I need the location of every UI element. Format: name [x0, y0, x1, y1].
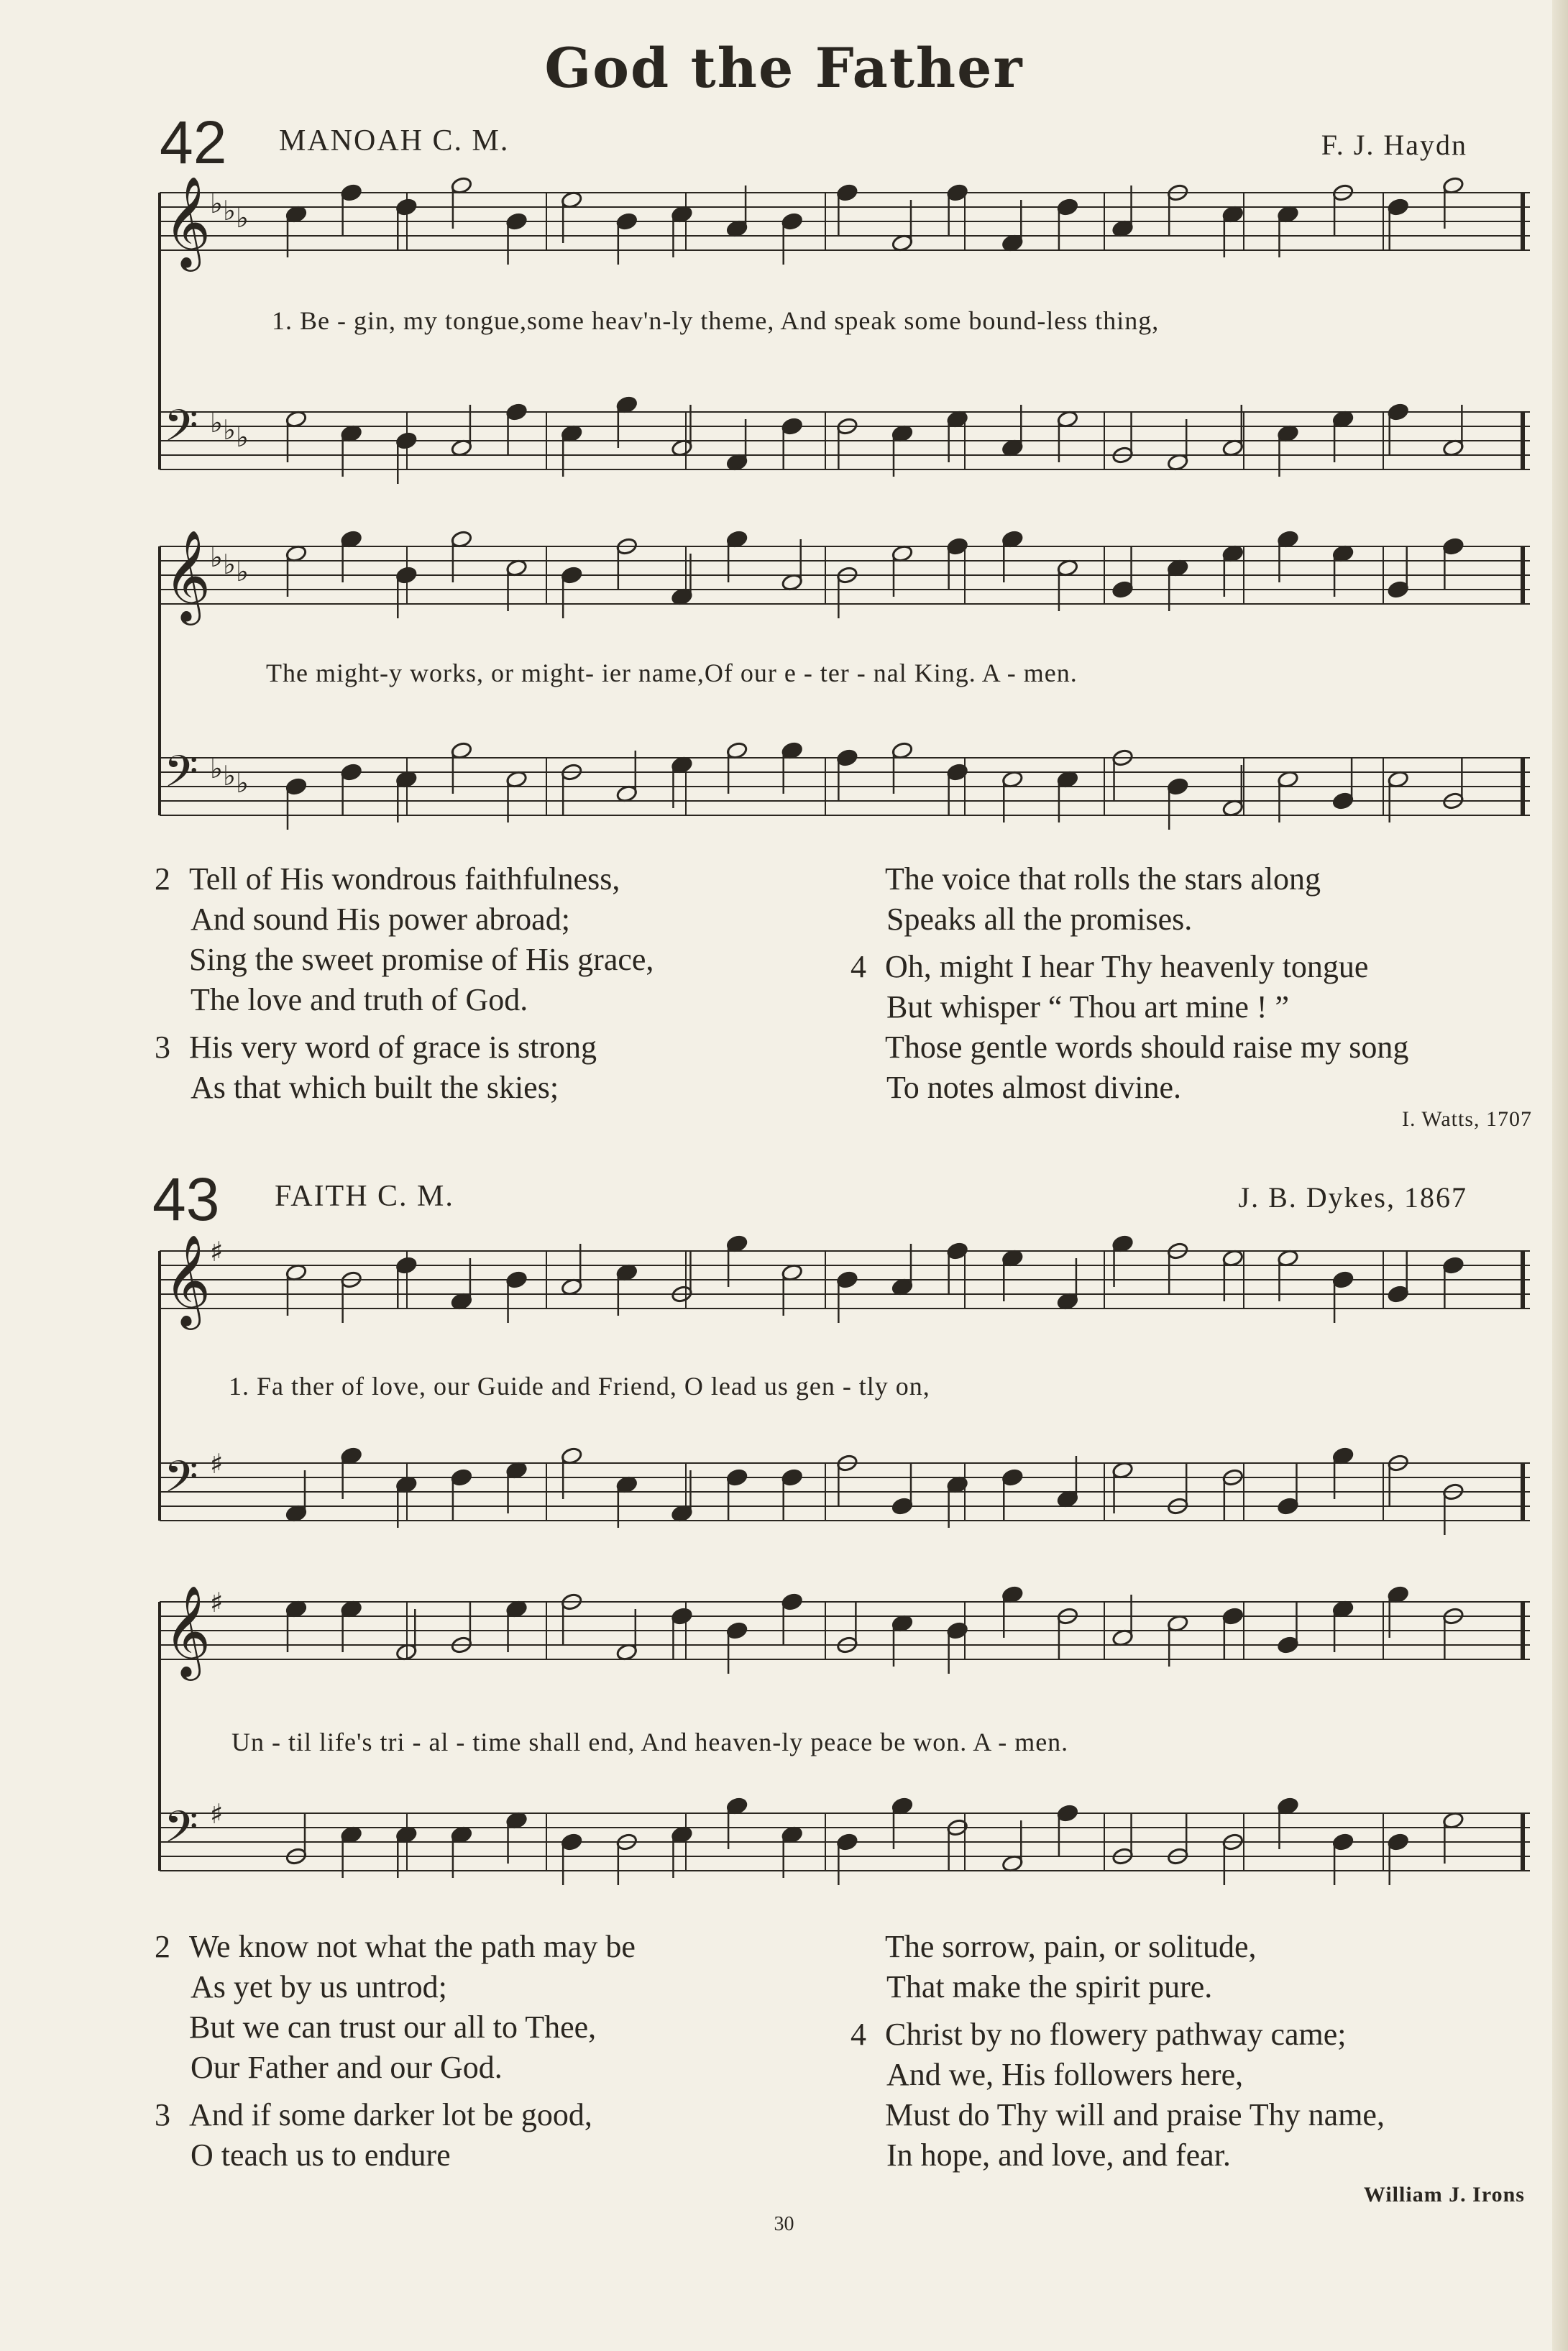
- verse-line: Speaks all the promises.: [886, 902, 1193, 937]
- note-head: [1387, 580, 1409, 599]
- flat-sign: ♭: [223, 760, 236, 792]
- note-head: [395, 1256, 418, 1275]
- verse-line: Our Father and our God.: [191, 2050, 503, 2085]
- verse-line: Sing the sweet promise of His grace,: [189, 942, 654, 977]
- verse-number: 4: [851, 2017, 866, 2052]
- verse-line: And if some darker lot be good,: [189, 2097, 592, 2132]
- note-head: [781, 417, 803, 436]
- note-head: [1057, 1804, 1079, 1823]
- note-head: [1442, 537, 1464, 556]
- note-head: [836, 748, 858, 767]
- verse-line: That make the spirit pure.: [886, 1969, 1213, 2004]
- composer: F. J. Haydn: [1321, 129, 1467, 161]
- note-head: [781, 1592, 803, 1611]
- flat-sign: ♭: [210, 407, 223, 439]
- note-head: [1332, 1270, 1354, 1289]
- bass-clef: 𝄢: [164, 1452, 198, 1513]
- flat-sign: ♭: [223, 414, 236, 446]
- page-number: 30: [774, 2213, 794, 2235]
- flat-sign: ♭: [236, 556, 249, 587]
- note-head: [395, 431, 418, 450]
- verse-number: 2: [155, 861, 170, 897]
- hymn-number: 43: [152, 1165, 220, 1233]
- lyric-line: 1. Be - gin, my tongue,some heav'n-ly theme, And speak some bound-less thing,: [272, 306, 1160, 335]
- note-head: [505, 1270, 528, 1289]
- note-head: [1387, 403, 1409, 421]
- verse-line: The love and truth of God.: [191, 982, 528, 1017]
- verse-line: Oh, might I hear Thy heavenly tongue: [885, 949, 1369, 984]
- verse-line: Those gentle words should raise my song: [885, 1030, 1409, 1065]
- note-head: [1001, 1468, 1024, 1487]
- note-head: [1332, 1833, 1354, 1851]
- verse-line: As that which built the skies;: [191, 1070, 559, 1105]
- note-head: [1222, 1607, 1244, 1626]
- note-head: [726, 1621, 748, 1640]
- flat-sign: ♭: [223, 195, 236, 226]
- note-head: [451, 1468, 473, 1487]
- verses-left: [155, 859, 654, 1108]
- verse-line: As yet by us untrod;: [191, 1969, 447, 2004]
- note-head: [395, 198, 418, 216]
- verse-line: The sorrow, pain, or solitude,: [885, 1929, 1257, 1964]
- verse-line: Christ by no flowery pathway came;: [885, 2017, 1347, 2052]
- verses-left: [155, 1927, 636, 2176]
- author-credit: William J. Irons: [1363, 2183, 1525, 2206]
- flat-sign: ♭: [236, 767, 249, 799]
- bass-clef: 𝄢: [164, 400, 198, 462]
- note-head: [781, 212, 803, 231]
- note-head: [285, 777, 308, 796]
- verse-line: And we, His followers here,: [886, 2057, 1244, 2092]
- flat-sign: ♭: [223, 549, 236, 580]
- verse-line: His very word of grace is strong: [189, 1030, 597, 1065]
- note-head: [836, 1270, 858, 1289]
- tune-name: MANOAH C. M.: [279, 124, 510, 157]
- flat-sign: ♭: [236, 202, 249, 234]
- bass-clef: 𝄢: [164, 746, 198, 808]
- verses-right: [851, 1927, 1385, 2176]
- composer: J. B. Dykes, 1867: [1238, 1181, 1467, 1214]
- note-head: [1332, 792, 1354, 810]
- verse-line: And sound His power abroad;: [191, 902, 570, 937]
- tune-name: FAITH C. M.: [275, 1180, 454, 1213]
- note-head: [1277, 1636, 1299, 1654]
- page-header: God the Father: [544, 36, 1024, 100]
- hymn-number: 42: [160, 109, 227, 176]
- note-head: [340, 763, 362, 782]
- note-head: [1277, 1497, 1299, 1516]
- sharp-sign: ♯: [210, 1798, 224, 1830]
- flat-sign: ♭: [236, 421, 249, 453]
- verse-number: 3: [155, 2097, 170, 2132]
- note-head: [561, 566, 583, 585]
- note-head: [1387, 1833, 1409, 1851]
- verse-line: We know not what the path may be: [189, 1929, 636, 1964]
- treble-clef: 𝄞: [164, 175, 211, 267]
- lyric-line: Un - til life's tri - al - time shall end, And heaven-ly peace be won. A - men.: [231, 1728, 1069, 1756]
- verse-line: In hope, and love, and fear.: [886, 2137, 1231, 2173]
- verse-line: But whisper “ Thou art mine ! ”: [886, 989, 1290, 1025]
- note-head: [395, 566, 418, 585]
- note-head: [836, 183, 858, 202]
- note-head: [891, 1497, 914, 1516]
- sharp-sign: ♯: [210, 1236, 224, 1268]
- note-head: [1387, 198, 1409, 216]
- verse-line: To notes almost divine.: [886, 1070, 1181, 1105]
- note-head: [505, 212, 528, 231]
- note-head: [1167, 777, 1189, 796]
- bass-clef: 𝄢: [164, 1802, 198, 1864]
- note-head: [1387, 1285, 1409, 1303]
- verses-right: [851, 859, 1408, 1108]
- note-head: [1111, 580, 1134, 599]
- verse-line: O teach us to endure: [191, 2137, 451, 2173]
- note-head: [616, 212, 638, 231]
- author-credit: I. Watts, 1707: [1401, 1107, 1532, 1131]
- flat-sign: ♭: [210, 753, 223, 784]
- verse-line: The voice that rolls the stars along: [885, 861, 1321, 897]
- treble-clef: 𝄞: [164, 1234, 211, 1326]
- note-head: [1442, 1256, 1464, 1275]
- verse-number: 2: [155, 1929, 170, 1964]
- flat-sign: ♭: [210, 188, 223, 219]
- lyric-line: 1. Fa ther of love, our Guide and Friend, O lead us gen - tly on,: [229, 1372, 930, 1401]
- note-head: [505, 403, 528, 421]
- verse-number: 4: [851, 949, 866, 984]
- note-head: [340, 183, 362, 202]
- note-head: [726, 1468, 748, 1487]
- note-head: [1057, 198, 1079, 216]
- note-head: [781, 1468, 803, 1487]
- treble-clef: 𝄞: [164, 1585, 211, 1677]
- sharp-sign: ♯: [210, 1587, 224, 1618]
- verse-line: Must do Thy will and praise Thy name,: [885, 2097, 1385, 2132]
- flat-sign: ♭: [210, 541, 223, 573]
- sharp-sign: ♯: [210, 1448, 224, 1480]
- verse-line: But we can trust our all to Thee,: [189, 2009, 597, 2045]
- verse-line: Tell of His wondrous faithfulness,: [189, 861, 620, 897]
- treble-clef: 𝄞: [164, 529, 211, 621]
- lyric-line: The might-y works, or might- ier name,Of our e - ter - nal King. A - men.: [266, 659, 1078, 687]
- note-head: [561, 1833, 583, 1851]
- note-head: [671, 1607, 693, 1626]
- note-head: [836, 1833, 858, 1851]
- verse-number: 3: [155, 1030, 170, 1065]
